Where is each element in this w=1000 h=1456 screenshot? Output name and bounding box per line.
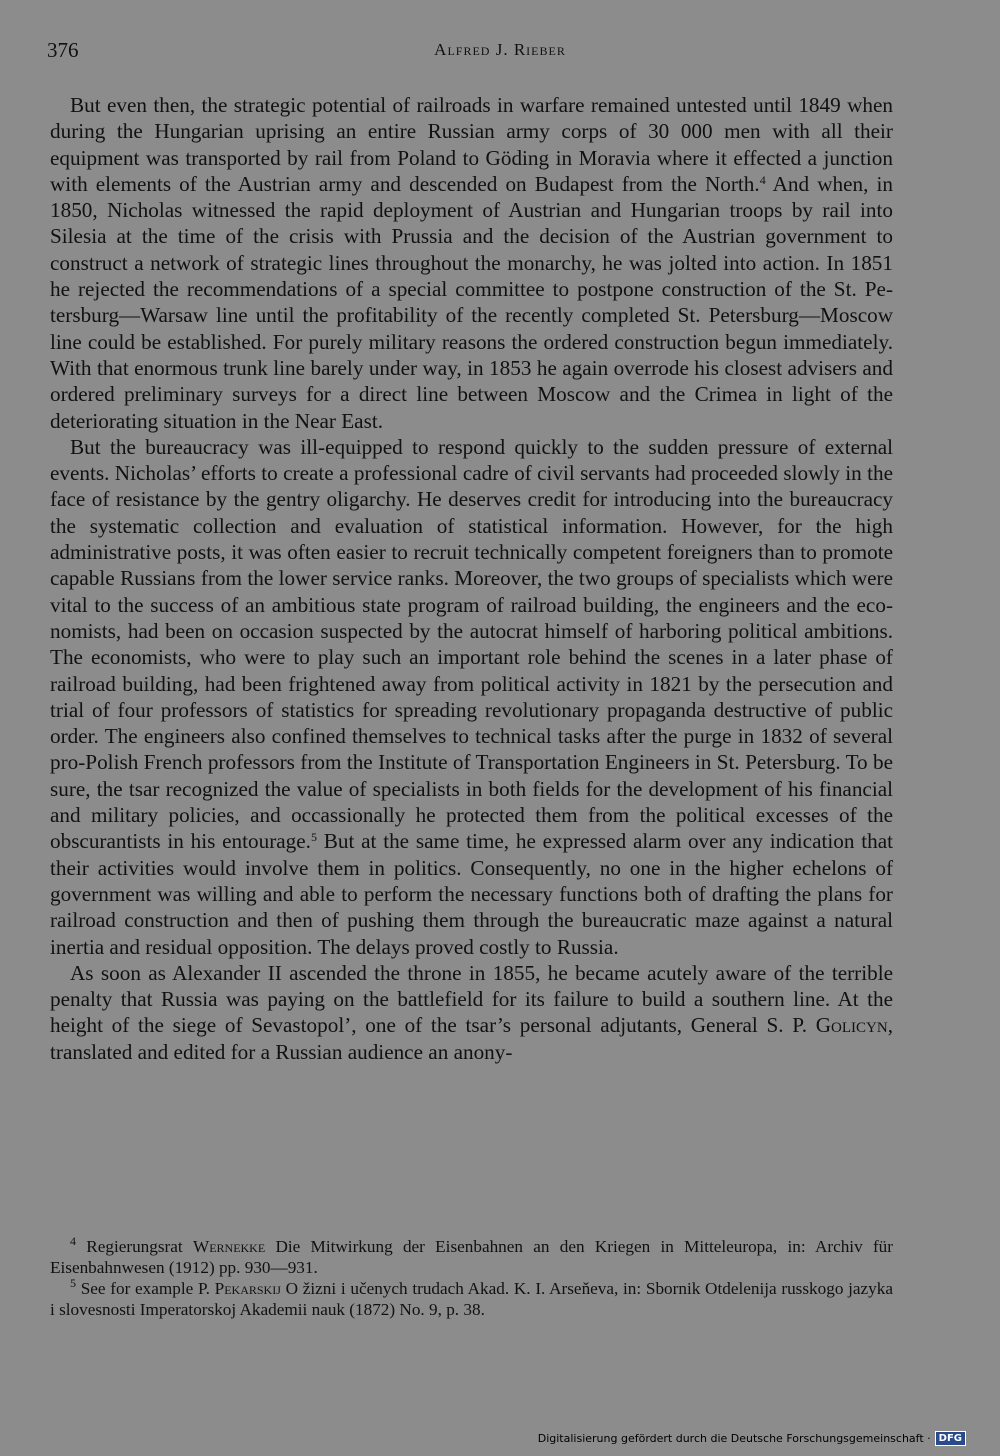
footnote-5-text-a: See for example P. <box>76 1279 215 1298</box>
author-name-pekarskij: Pekarskij <box>214 1279 281 1298</box>
dfg-logo: DFG <box>935 1431 966 1446</box>
footnote-4-mark: 4 <box>70 1234 76 1248</box>
author-name-golicyn: Golicyn <box>815 1013 888 1038</box>
footnotes <box>50 1236 893 1320</box>
footnote-5-mark: 5 <box>70 1276 76 1290</box>
footnote-4 <box>50 1236 893 1278</box>
digitization-note <box>538 1431 966 1446</box>
paragraph-3 <box>50 960 893 1065</box>
digitization-note-text: Digitalisierung gefördert durch die Deutsche Forschungsgemeinschaft · <box>537 1432 931 1445</box>
footnote-ref-4: 4 <box>759 172 766 187</box>
running-head: Alfred J. Rieber <box>434 40 566 59</box>
paragraph-1-text-a: But even then, the strategic potential of railroads in warfare remained untested until 1849 when during the Hungarian uprising an entire Russian army corps of 30 000 men with all their equipment was transported by rail from Poland to Göding in Moravia where it effected a junction with elements of the Austrian army and descended on Budapest from the North. <box>50 93 893 196</box>
paragraph-1-text-b: And when, in 1850, Nicholas witnessed the rapid deployment of Austrian and Hungarian troops by rail into Silesia at the time of the crisis with Prussia and the decision of the Austrian government to construct a network of strategic lines throughout the monarchy, he was jolted into action. In 1851 he rejected the recommendations of a special committee to postpone construction of the St. Petersburg—Warsaw line until the profitability of the recently completed St. Petersburg—Moscow line could be established. For purely military reasons the ordered construction begun immediately. With that enormous trunk line barely under way, in 1853 he again overrode his closest advisers and ordered preliminary surveys for a direct line between Moscow and the Crimea in light of the deteriorating situation in the Near East. <box>50 171 893 433</box>
paragraph-2-text-b: But at the same time, he expressed alarm over any indication that their activities would involve them in politics. Consequently, no one in the higher echelons of government was willing and able to perform the necessary functions both of drafting the plans for railroad construction and then of pushing them through the bureaucratic maze against a natural inertia and residual opposition. The delays proved costly to Russia. <box>50 829 893 959</box>
paragraph-3-text-a: As soon as Alexander II ascended the throne in 1855, he became acutely aware of the terrible penalty that Russia was paying on the battlefield for its failure to build a southern line. At the height of the siege of Sevastopol’, one of the tsar’s personal adjutants, General S. P. <box>50 960 893 1038</box>
footnote-4-text-a: Regierungsrat <box>76 1237 193 1256</box>
footnote-4-text-b: Die Mitwirkung der Eisenbahnen an den Kriegen in Mitteleuropa, in: Archiv für Eisenbahnwesen (1912) pp. 930—931. <box>50 1237 893 1277</box>
paragraph-1 <box>50 92 893 434</box>
author-name-wernekke: Wernekke <box>192 1237 266 1256</box>
paragraph-3-text-b: , translated and edited for a Russian audience an anony- <box>50 1013 893 1064</box>
footnote-5 <box>50 1278 893 1320</box>
body-text <box>50 92 893 1065</box>
paragraph-2-text-a: But the bureaucracy was ill-equipped to respond quickly to the sudden pressure of external events. Nicholas’ efforts to create a professional cadre of civil servants had proceeded slowly in the face of resistance by the gentry oligarchy. He deserves credit for introducing into the bureaucracy the systematic collection and evaluation of statistical information. However, for the high administrative posts, it was often easier to recruit technically competent foreigners than to promote capable Russians from the lower service ranks. Moreover, the two groups of specialists which were vital to the success of an ambitious state program of railroad building, the engineers and the economists, had been on occasion suspected by the autocrat himself of harboring political ambitions. The economists, who were to play such an important role behind the scenes in a later phase of railroad building, had been frightened away from political activity in 1821 by the persecution and trial of four professors of statistics for spreading revolutionary propaganda destructive of public order. The engineers also confined themselves to technical tasks after the purge in 1832 of several pro-Polish French professors from the Institute of Transportation Engineers in St. Petersburg. To be sure, the tsar recognized the value of specialists in both fields for the development of his financial and military policies, and occassionally he protected them from the political excesses of the obscurantists in his entourage. <box>50 434 893 854</box>
footnote-5-text-b: O žizni i učenych trudach Akad. K. I. Arseňeva, in: Sbornik Otdelenija russkogo jazyka i slovesnosti Imperatorskoj Akademii nauk (1872) No. 9, p. 38. <box>50 1279 893 1319</box>
paragraph-2 <box>50 434 893 960</box>
footnote-ref-5: 5 <box>310 830 317 845</box>
page-number: 376 <box>47 38 79 62</box>
